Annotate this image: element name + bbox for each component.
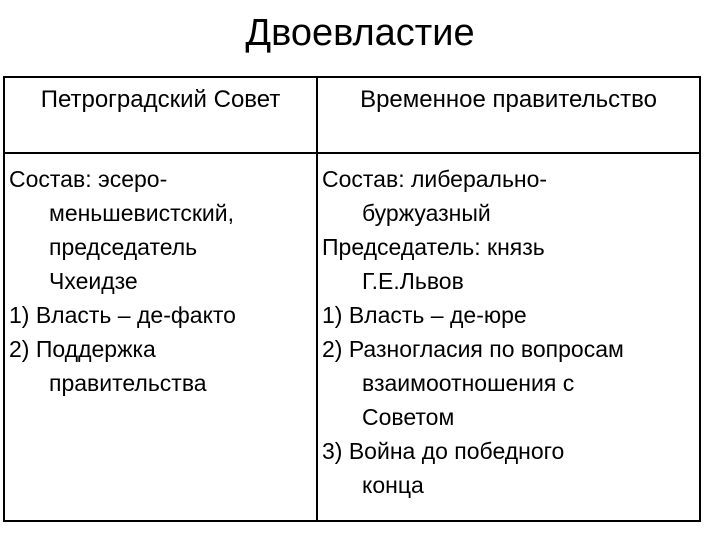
list-item: буржуазный xyxy=(362,200,491,226)
list-item: 3) Война до победного xyxy=(322,438,565,464)
page-title: Двоевластие xyxy=(245,12,475,54)
list-item: Г.Е.Львов xyxy=(362,268,464,294)
list-item: 1) Власть – де-юре xyxy=(322,302,527,328)
left-lines-list xyxy=(5,162,316,400)
list-item: председатель xyxy=(49,234,198,260)
comparison-table xyxy=(3,76,701,522)
cell-petrograd-soviet-details xyxy=(4,153,317,521)
list-item: 1) Власть – де-факто xyxy=(9,302,236,328)
list-item: Состав: либерально- xyxy=(322,166,548,192)
list-item: Чхеидзе xyxy=(49,268,138,294)
list-item: Состав: эсеро- xyxy=(9,166,168,192)
list-item: Советом xyxy=(362,404,455,430)
header-label: Временное правительство xyxy=(360,86,657,113)
list-item: взаимоотношения с xyxy=(362,370,575,396)
list-item: конца xyxy=(362,472,424,498)
table-row xyxy=(4,153,700,521)
header-cell-petrograd-soviet xyxy=(4,77,317,153)
list-item: 2) Поддержка xyxy=(9,336,156,362)
list-item: правительства xyxy=(49,370,207,396)
cell-provisional-government-details xyxy=(317,153,700,521)
table-header-row xyxy=(4,77,700,153)
list-item: меньшевистский, xyxy=(49,200,235,226)
header-label: Петроградский Совет xyxy=(40,86,281,113)
header-cell-provisional-government xyxy=(317,77,700,153)
list-item: 2) Разногласия по вопросам xyxy=(322,336,624,362)
list-item: Председатель: князь xyxy=(322,234,545,260)
right-lines-list xyxy=(318,162,699,502)
